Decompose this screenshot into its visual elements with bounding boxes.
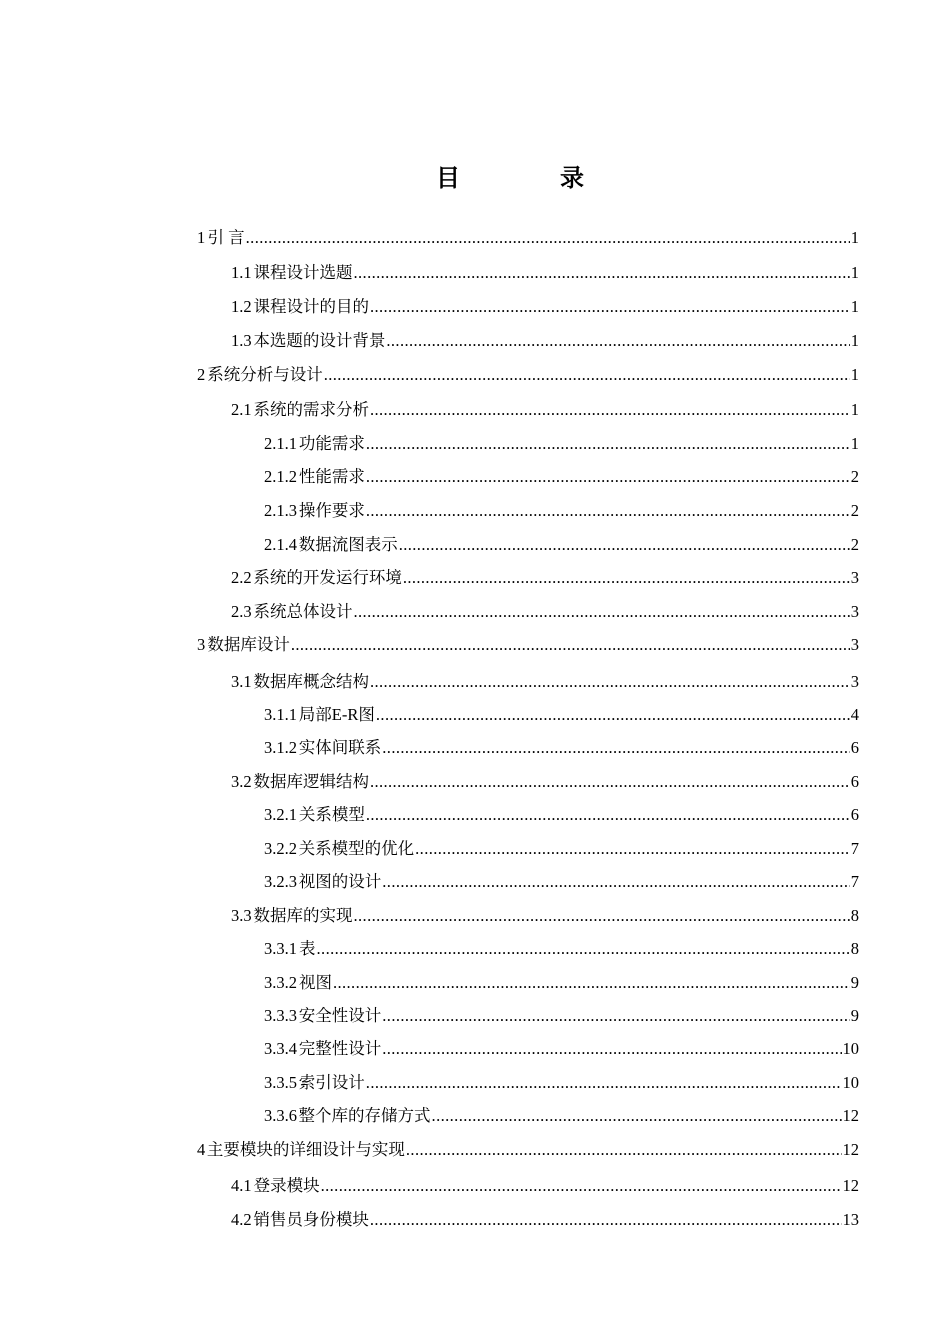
toc-entry[interactable] — [231, 768, 859, 792]
toc-dot-leader — [370, 772, 850, 792]
toc-entry-number: 1.1 — [231, 263, 252, 282]
toc-entry-number: 2.2 — [231, 568, 252, 587]
toc-entry[interactable] — [231, 1206, 859, 1230]
toc-dot-leader — [370, 400, 850, 420]
toc-page-number: 10 — [842, 1073, 859, 1092]
toc-entry[interactable] — [197, 1136, 859, 1160]
toc-entry[interactable] — [231, 259, 859, 283]
toc-entry-number: 3.1.1 — [264, 705, 297, 724]
toc-entry-number: 3.3.5 — [264, 1073, 297, 1092]
toc-entry-number: 3.1 — [231, 672, 252, 691]
toc-entry[interactable] — [264, 1035, 859, 1059]
toc-dot-leader — [366, 805, 850, 825]
toc-dot-leader — [415, 839, 850, 859]
toc-page-number: 3 — [850, 672, 859, 691]
toc-entry[interactable] — [264, 430, 859, 454]
toc-dot-leader — [403, 568, 850, 588]
toc-dot-leader — [432, 1106, 842, 1126]
toc-entry-number: 3.1.2 — [264, 738, 297, 757]
toc-entry[interactable] — [231, 564, 859, 588]
toc-entry-number: 3.3.6 — [264, 1106, 297, 1125]
toc-dot-leader — [382, 1006, 849, 1026]
toc-page-number: 12 — [842, 1140, 859, 1159]
toc-page-number: 3 — [850, 602, 859, 621]
toc-dot-leader — [246, 228, 850, 248]
toc-entry-number: 3.3.4 — [264, 1039, 297, 1058]
toc-entry-label: 登录模块 — [253, 1176, 320, 1195]
toc-dot-leader — [317, 939, 850, 959]
toc-entry-number: 2 — [197, 365, 206, 384]
toc-page-number: 6 — [850, 738, 859, 757]
toc-entry-label: 系统的需求分析 — [253, 400, 369, 419]
toc-entry[interactable] — [264, 701, 859, 725]
toc-page-number: 13 — [842, 1210, 859, 1229]
toc-entry-number: 4.1 — [231, 1176, 252, 1195]
toc-entry[interactable] — [231, 293, 859, 317]
toc-page-number: 10 — [842, 1039, 859, 1058]
toc-entry-number: 1 — [197, 228, 206, 247]
toc-entry[interactable] — [264, 531, 859, 555]
toc-entry-label: 整个库的存储方式 — [298, 1106, 431, 1125]
toc-dot-leader — [333, 973, 850, 993]
toc-entry[interactable] — [264, 1069, 859, 1093]
toc-entry-number: 3.2.1 — [264, 805, 297, 824]
toc-entry-label: 数据流图表示 — [298, 535, 398, 554]
toc-dot-leader — [354, 602, 850, 622]
toc-dot-leader — [406, 1140, 842, 1160]
toc-dot-leader — [370, 1210, 842, 1230]
toc-page-number: 2 — [850, 501, 859, 520]
toc-dot-leader — [366, 501, 850, 521]
toc-page-number: 1 — [850, 228, 859, 247]
toc-entry[interactable] — [264, 835, 859, 859]
toc-dot-leader — [370, 297, 850, 317]
toc-page-number: 6 — [850, 805, 859, 824]
toc-entry-number: 3.3.2 — [264, 973, 297, 992]
toc-entry-number: 3.2.3 — [264, 872, 297, 891]
toc-page-number: 8 — [850, 939, 859, 958]
toc-page-number: 9 — [850, 1006, 859, 1025]
toc-entry-label: 系统的开发运行环境 — [253, 568, 402, 587]
toc-entry-label: 数据库设计 — [207, 635, 290, 654]
toc-entry-number: 1.2 — [231, 297, 252, 316]
toc-page-number: 7 — [850, 839, 859, 858]
toc-dot-leader — [382, 872, 849, 892]
toc-title: 目 录 — [436, 163, 622, 192]
toc-entry-number: 3 — [197, 635, 206, 654]
toc-entry-number: 2.1.3 — [264, 501, 297, 520]
toc-dot-leader — [366, 434, 850, 454]
toc-entry-label: 表 — [299, 939, 316, 958]
toc-entry-label: 系统总体设计 — [253, 602, 353, 621]
toc-entry-label: 功能需求 — [298, 434, 365, 453]
toc-entry-number: 3.2.2 — [264, 839, 297, 858]
toc-dot-leader — [370, 672, 850, 692]
toc-entry[interactable] — [264, 463, 859, 487]
toc-dot-leader — [399, 535, 850, 555]
toc-entry[interactable] — [264, 868, 859, 892]
toc-entry-number: 2.1.2 — [264, 467, 297, 486]
toc-entry-number: 3.3.3 — [264, 1006, 297, 1025]
toc-page-number: 12 — [842, 1176, 859, 1195]
toc-page-number: 3 — [850, 568, 859, 587]
toc-entry[interactable] — [197, 361, 859, 385]
toc-page-number: 6 — [850, 772, 859, 791]
toc-entry[interactable] — [264, 497, 859, 521]
toc-entry-label: 操作要求 — [298, 501, 365, 520]
toc-entry-number: 2.3 — [231, 602, 252, 621]
toc-entry-label: 索引设计 — [298, 1073, 365, 1092]
toc-entry-label: 关系模型的优化 — [298, 839, 415, 858]
toc-dot-leader — [321, 1176, 842, 1196]
toc-entry[interactable] — [231, 1172, 859, 1196]
toc-entry[interactable] — [264, 935, 859, 959]
toc-entry-label: 完整性设计 — [298, 1039, 382, 1058]
toc-dot-leader — [386, 331, 849, 351]
toc-entry-number: 1.3 — [231, 331, 252, 350]
toc-page-number: 1 — [850, 297, 859, 316]
toc-entry[interactable] — [264, 801, 859, 825]
toc-entry-number: 2.1 — [231, 400, 252, 419]
toc-page-number: 9 — [850, 973, 859, 992]
toc-entry-label: 数据库的实现 — [253, 906, 353, 925]
toc-entry-label: 课程设计的目的 — [253, 297, 369, 316]
toc-entry-label: 数据库概念结构 — [253, 672, 369, 691]
toc-page-number: 7 — [850, 872, 859, 891]
toc-entry-number: 4.2 — [231, 1210, 252, 1229]
toc-entry-label: 性能需求 — [298, 467, 365, 486]
toc-entry-number: 2.1.4 — [264, 535, 297, 554]
toc-entry[interactable] — [231, 598, 859, 622]
toc-entry[interactable] — [231, 668, 859, 692]
toc-entry[interactable] — [231, 396, 859, 420]
toc-dot-leader — [324, 365, 850, 385]
toc-entry-number: 2.1.1 — [264, 434, 297, 453]
toc-entry-number: 3.3.1 — [264, 939, 297, 958]
toc-entry-label: 局部E-R图 — [298, 705, 375, 724]
toc-page-number: 2 — [850, 535, 859, 554]
toc-dot-leader — [382, 1039, 841, 1059]
toc-entry-number: 4 — [197, 1140, 206, 1159]
toc-entry-number: 3.2 — [231, 772, 252, 791]
toc-entry-label: 视图 — [298, 973, 332, 992]
toc-page-number: 1 — [850, 331, 859, 350]
toc-entry[interactable] — [197, 631, 859, 655]
toc-entry[interactable] — [264, 734, 859, 758]
toc-entry-label: 销售员身份模块 — [253, 1210, 369, 1229]
toc-page-number: 1 — [850, 434, 859, 453]
toc-entry-label: 实体间联系 — [298, 738, 382, 757]
toc-dot-leader — [366, 467, 850, 487]
toc-entry[interactable] — [197, 224, 859, 248]
toc-entry-label: 课程设计选题 — [253, 263, 353, 282]
toc-dot-leader — [376, 705, 850, 725]
toc-page-number: 1 — [850, 263, 859, 282]
toc-entry-label: 本选题的设计背景 — [253, 331, 386, 350]
toc-entry-label: 引 言 — [207, 228, 245, 247]
toc-entry-label: 数据库逻辑结构 — [253, 772, 369, 791]
toc-dot-leader — [291, 635, 850, 655]
toc-entry[interactable] — [264, 1002, 859, 1026]
toc-dot-leader — [366, 1073, 842, 1093]
toc-entry-label: 主要模块的详细设计与实现 — [206, 1140, 405, 1159]
toc-dot-leader — [354, 906, 850, 926]
toc-entry[interactable] — [264, 969, 859, 993]
toc-entry[interactable] — [231, 902, 859, 926]
toc-page-number: 12 — [842, 1106, 859, 1125]
toc-page-number: 1 — [850, 365, 859, 384]
toc-entry[interactable] — [264, 1102, 859, 1126]
toc-entry-label: 视图的设计 — [298, 872, 382, 891]
toc-dot-leader — [382, 738, 849, 758]
toc-entry-number: 3.3 — [231, 906, 252, 925]
toc-page-number: 4 — [850, 705, 859, 724]
toc-page-number: 2 — [850, 467, 859, 486]
toc-entry-label: 安全性设计 — [298, 1006, 382, 1025]
toc-page-number: 1 — [850, 400, 859, 419]
toc-page-number: 3 — [850, 635, 859, 654]
toc-entry-label: 系统分析与设计 — [207, 365, 323, 384]
toc-dot-leader — [354, 263, 850, 283]
toc-page-number: 8 — [850, 906, 859, 925]
toc-entry[interactable] — [231, 327, 859, 351]
toc-entry-label: 关系模型 — [298, 805, 365, 824]
